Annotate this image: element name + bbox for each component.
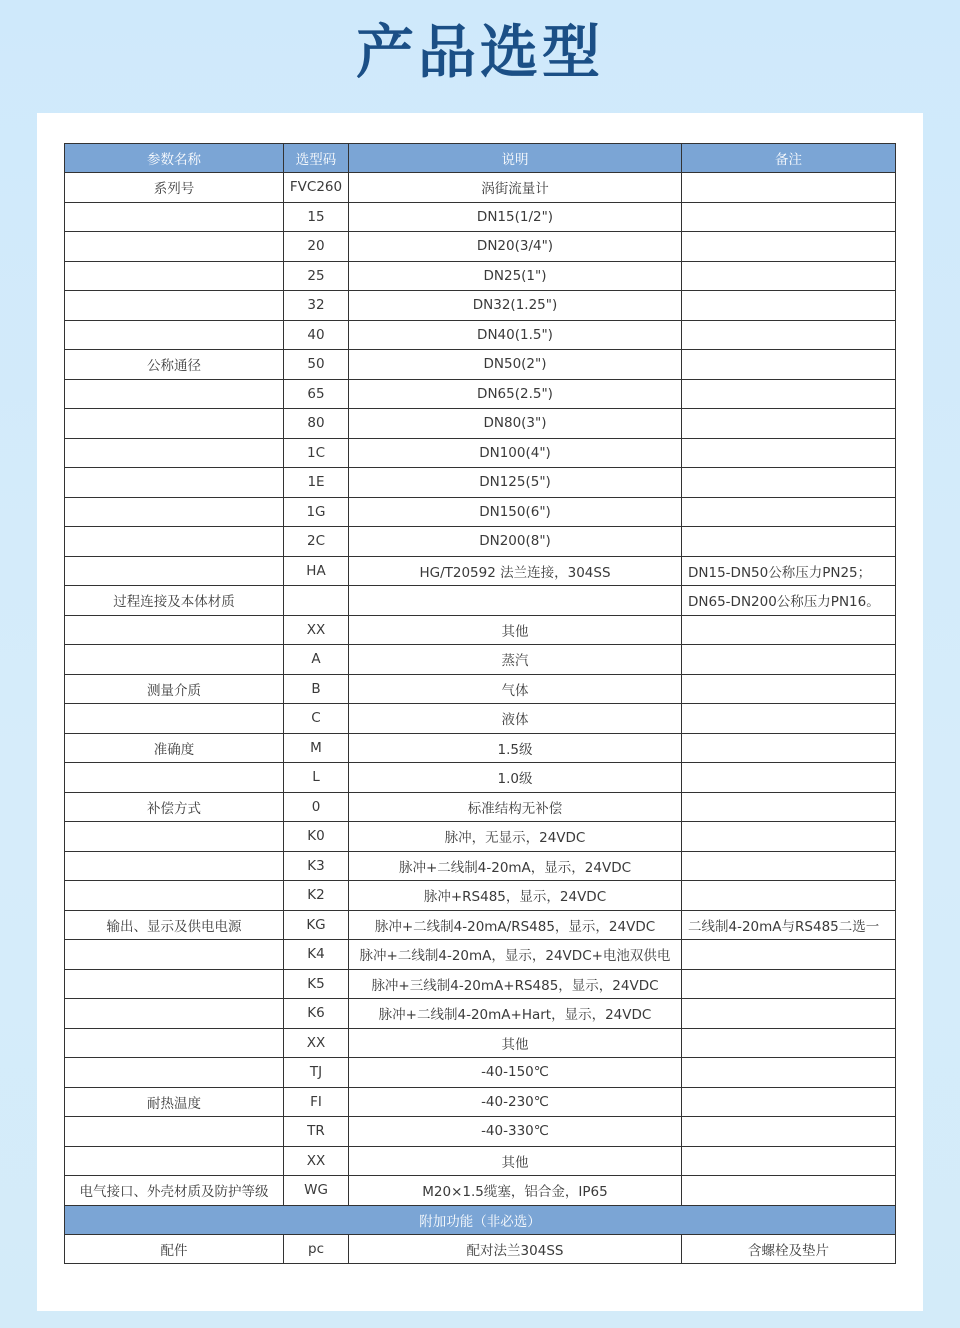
param-name-cell: 输出、显示及供电电源 xyxy=(65,910,284,940)
description-cell: 其他 xyxy=(349,615,682,645)
code-cell: HA xyxy=(284,556,349,586)
remark-cell xyxy=(682,822,896,852)
remark-cell xyxy=(682,438,896,468)
param-name-cell: 系列号 xyxy=(65,173,284,203)
description-cell: 其他 xyxy=(349,1028,682,1058)
param-name-cell xyxy=(65,1028,284,1058)
code-cell: 0 xyxy=(284,792,349,822)
code-cell: KG xyxy=(284,910,349,940)
remark-cell xyxy=(682,645,896,675)
description-cell: 其他 xyxy=(349,1146,682,1176)
description-cell: HG/T20592 法兰连接，304SS xyxy=(349,556,682,586)
remark-cell xyxy=(682,1117,896,1147)
table-header-row xyxy=(65,144,896,173)
table-row xyxy=(65,999,896,1029)
param-name-cell xyxy=(65,409,284,439)
description-cell: DN200(8") xyxy=(349,527,682,557)
table-row xyxy=(65,497,896,527)
table-row xyxy=(65,586,896,616)
param-name-cell: 补偿方式 xyxy=(65,792,284,822)
description-cell: DN65(2.5") xyxy=(349,379,682,409)
table-row xyxy=(65,969,896,999)
code-cell: WG xyxy=(284,1176,349,1206)
param-name-cell xyxy=(65,261,284,291)
param-name-cell xyxy=(65,202,284,232)
description-cell: 配对法兰304SS xyxy=(349,1234,682,1264)
header-description: 说明 xyxy=(349,144,682,173)
code-cell: FI xyxy=(284,1087,349,1117)
description-cell: DN125(5") xyxy=(349,468,682,498)
code-cell: XX xyxy=(284,1146,349,1176)
remark-cell xyxy=(682,379,896,409)
param-name-cell: 测量介质 xyxy=(65,674,284,704)
code-cell: 25 xyxy=(284,261,349,291)
description-cell: -40-330℃ xyxy=(349,1117,682,1147)
param-name-cell xyxy=(65,232,284,262)
remark-cell xyxy=(682,291,896,321)
table-row xyxy=(65,556,896,586)
description-cell: 脉冲+二线制4-20mA/RS485，显示，24VDC xyxy=(349,910,682,940)
remark-cell xyxy=(682,704,896,734)
page-title: 产品选型 xyxy=(355,18,604,86)
param-name-cell xyxy=(65,615,284,645)
code-cell: K0 xyxy=(284,822,349,852)
description-cell: 蒸汽 xyxy=(349,645,682,675)
description-cell: 气体 xyxy=(349,674,682,704)
remark-cell xyxy=(682,232,896,262)
description-cell: DN80(3") xyxy=(349,409,682,439)
code-cell: TR xyxy=(284,1117,349,1147)
param-name-cell: 公称通径 xyxy=(65,350,284,380)
description-cell: M20×1.5缆塞，铝合金，IP65 xyxy=(349,1176,682,1206)
table-row xyxy=(65,1058,896,1088)
description-cell: -40-150℃ xyxy=(349,1058,682,1088)
param-name-cell xyxy=(65,556,284,586)
table-row xyxy=(65,320,896,350)
remark-cell xyxy=(682,615,896,645)
description-cell: -40-230℃ xyxy=(349,1087,682,1117)
param-name-cell xyxy=(65,999,284,1029)
code-cell: B xyxy=(284,674,349,704)
code-cell: TJ xyxy=(284,1058,349,1088)
description-cell: DN100(4") xyxy=(349,438,682,468)
code-cell: K4 xyxy=(284,940,349,970)
remark-cell xyxy=(682,320,896,350)
code-cell: XX xyxy=(284,1028,349,1058)
remark-cell: 含螺栓及垫片 xyxy=(682,1234,896,1264)
remark-cell xyxy=(682,999,896,1029)
description-cell: DN32(1.25") xyxy=(349,291,682,321)
table-row xyxy=(65,1146,896,1176)
description-cell: DN25(1") xyxy=(349,261,682,291)
table-row xyxy=(65,940,896,970)
code-cell: 80 xyxy=(284,409,349,439)
table-row xyxy=(65,1234,896,1264)
remark-cell xyxy=(682,881,896,911)
param-name-cell xyxy=(65,468,284,498)
remark-cell xyxy=(682,674,896,704)
header-code: 选型码 xyxy=(284,144,349,173)
description-cell: DN20(3/4") xyxy=(349,232,682,262)
description-cell: 脉冲+二线制4-20mA，显示，24VDC+电池双供电 xyxy=(349,940,682,970)
param-name-cell xyxy=(65,645,284,675)
param-name-cell xyxy=(65,497,284,527)
remark-cell: DN15-DN50公称压力PN25； xyxy=(682,556,896,586)
code-cell: K2 xyxy=(284,881,349,911)
param-name-cell: 配件 xyxy=(65,1234,284,1264)
description-cell: DN15(1/2") xyxy=(349,202,682,232)
code-cell: 50 xyxy=(284,350,349,380)
remark-cell xyxy=(682,940,896,970)
description-cell: 液体 xyxy=(349,704,682,734)
code-cell: 65 xyxy=(284,379,349,409)
param-name-cell: 耐热温度 xyxy=(65,1087,284,1117)
param-name-cell: 准确度 xyxy=(65,733,284,763)
remark-cell: DN65-DN200公称压力PN16。 xyxy=(682,586,896,616)
code-cell: 1E xyxy=(284,468,349,498)
description-cell: DN150(6") xyxy=(349,497,682,527)
code-cell: C xyxy=(284,704,349,734)
description-cell: 脉冲，无显示，24VDC xyxy=(349,822,682,852)
param-name-cell xyxy=(65,1117,284,1147)
remark-cell xyxy=(682,497,896,527)
description-cell: 涡街流量计 xyxy=(349,173,682,203)
description-cell xyxy=(349,586,682,616)
table-row xyxy=(65,232,896,262)
code-cell: M xyxy=(284,733,349,763)
code-cell: K5 xyxy=(284,969,349,999)
selection-panel xyxy=(37,113,923,1311)
table-row xyxy=(65,1176,896,1206)
table-row xyxy=(65,792,896,822)
remark-cell xyxy=(682,969,896,999)
remark-cell xyxy=(682,851,896,881)
param-name-cell xyxy=(65,527,284,557)
param-name-cell xyxy=(65,822,284,852)
table-row xyxy=(65,851,896,881)
remark-cell xyxy=(682,527,896,557)
table-row xyxy=(65,438,896,468)
remark-cell xyxy=(682,468,896,498)
code-cell: K3 xyxy=(284,851,349,881)
remark-cell xyxy=(682,1087,896,1117)
code-cell: 15 xyxy=(284,202,349,232)
remark-cell xyxy=(682,792,896,822)
remark-cell: 二线制4-20mA与RS485二选一 xyxy=(682,910,896,940)
table-row xyxy=(65,527,896,557)
description-cell: DN40(1.5") xyxy=(349,320,682,350)
code-cell: K6 xyxy=(284,999,349,1029)
table-row xyxy=(65,615,896,645)
remark-cell xyxy=(682,409,896,439)
param-name-cell xyxy=(65,881,284,911)
remark-cell xyxy=(682,1058,896,1088)
description-cell: 脉冲+二线制4-20mA，显示，24VDC xyxy=(349,851,682,881)
table-row xyxy=(65,1087,896,1117)
table-row xyxy=(65,645,896,675)
remark-cell xyxy=(682,350,896,380)
code-cell: 1C xyxy=(284,438,349,468)
param-name-cell xyxy=(65,438,284,468)
param-name-cell xyxy=(65,704,284,734)
code-cell: A xyxy=(284,645,349,675)
description-cell: 脉冲+三线制4-20mA+RS485，显示，24VDC xyxy=(349,969,682,999)
param-name-cell xyxy=(65,940,284,970)
remark-cell xyxy=(682,763,896,793)
table-row xyxy=(65,202,896,232)
section-label: 附加功能（非必选） xyxy=(65,1205,896,1234)
table-row xyxy=(65,468,896,498)
code-cell: 40 xyxy=(284,320,349,350)
remark-cell xyxy=(682,1028,896,1058)
remark-cell xyxy=(682,733,896,763)
param-name-cell xyxy=(65,1058,284,1088)
remark-cell xyxy=(682,1176,896,1206)
param-name-cell xyxy=(65,969,284,999)
header-remark: 备注 xyxy=(682,144,896,173)
code-cell: XX xyxy=(284,615,349,645)
param-name-cell xyxy=(65,1146,284,1176)
param-name-cell: 电气接口、外壳材质及防护等级 xyxy=(65,1176,284,1206)
table-row xyxy=(65,409,896,439)
table-row xyxy=(65,379,896,409)
remark-cell xyxy=(682,1146,896,1176)
param-name-cell xyxy=(65,291,284,321)
description-cell: 1.5级 xyxy=(349,733,682,763)
table-row xyxy=(65,173,896,203)
table-row xyxy=(65,881,896,911)
description-cell: 1.0级 xyxy=(349,763,682,793)
table-row xyxy=(65,733,896,763)
param-name-cell xyxy=(65,320,284,350)
header-param-name: 参数名称 xyxy=(65,144,284,173)
remark-cell xyxy=(682,202,896,232)
code-cell: pc xyxy=(284,1234,349,1264)
description-cell: DN50(2") xyxy=(349,350,682,380)
section-row xyxy=(65,1205,896,1234)
remark-cell xyxy=(682,261,896,291)
remark-cell xyxy=(682,173,896,203)
table-row xyxy=(65,763,896,793)
code-cell xyxy=(284,586,349,616)
table-row xyxy=(65,1028,896,1058)
table-row xyxy=(65,704,896,734)
table-row xyxy=(65,674,896,704)
table-row xyxy=(65,291,896,321)
code-cell: 1G xyxy=(284,497,349,527)
param-name-cell: 过程连接及本体材质 xyxy=(65,586,284,616)
code-cell: 2C xyxy=(284,527,349,557)
table-row xyxy=(65,261,896,291)
param-name-cell xyxy=(65,379,284,409)
selection-table xyxy=(64,143,896,1264)
table-row xyxy=(65,822,896,852)
description-cell: 脉冲+二线制4-20mA+Hart，显示，24VDC xyxy=(349,999,682,1029)
table-body xyxy=(65,173,896,1264)
param-name-cell xyxy=(65,763,284,793)
code-cell: FVC260 xyxy=(284,173,349,203)
param-name-cell xyxy=(65,851,284,881)
code-cell: L xyxy=(284,763,349,793)
description-cell: 脉冲+RS485，显示，24VDC xyxy=(349,881,682,911)
code-cell: 32 xyxy=(284,291,349,321)
table-row xyxy=(65,1117,896,1147)
table-row xyxy=(65,910,896,940)
table-row xyxy=(65,350,896,380)
code-cell: 20 xyxy=(284,232,349,262)
description-cell: 标准结构无补偿 xyxy=(349,792,682,822)
